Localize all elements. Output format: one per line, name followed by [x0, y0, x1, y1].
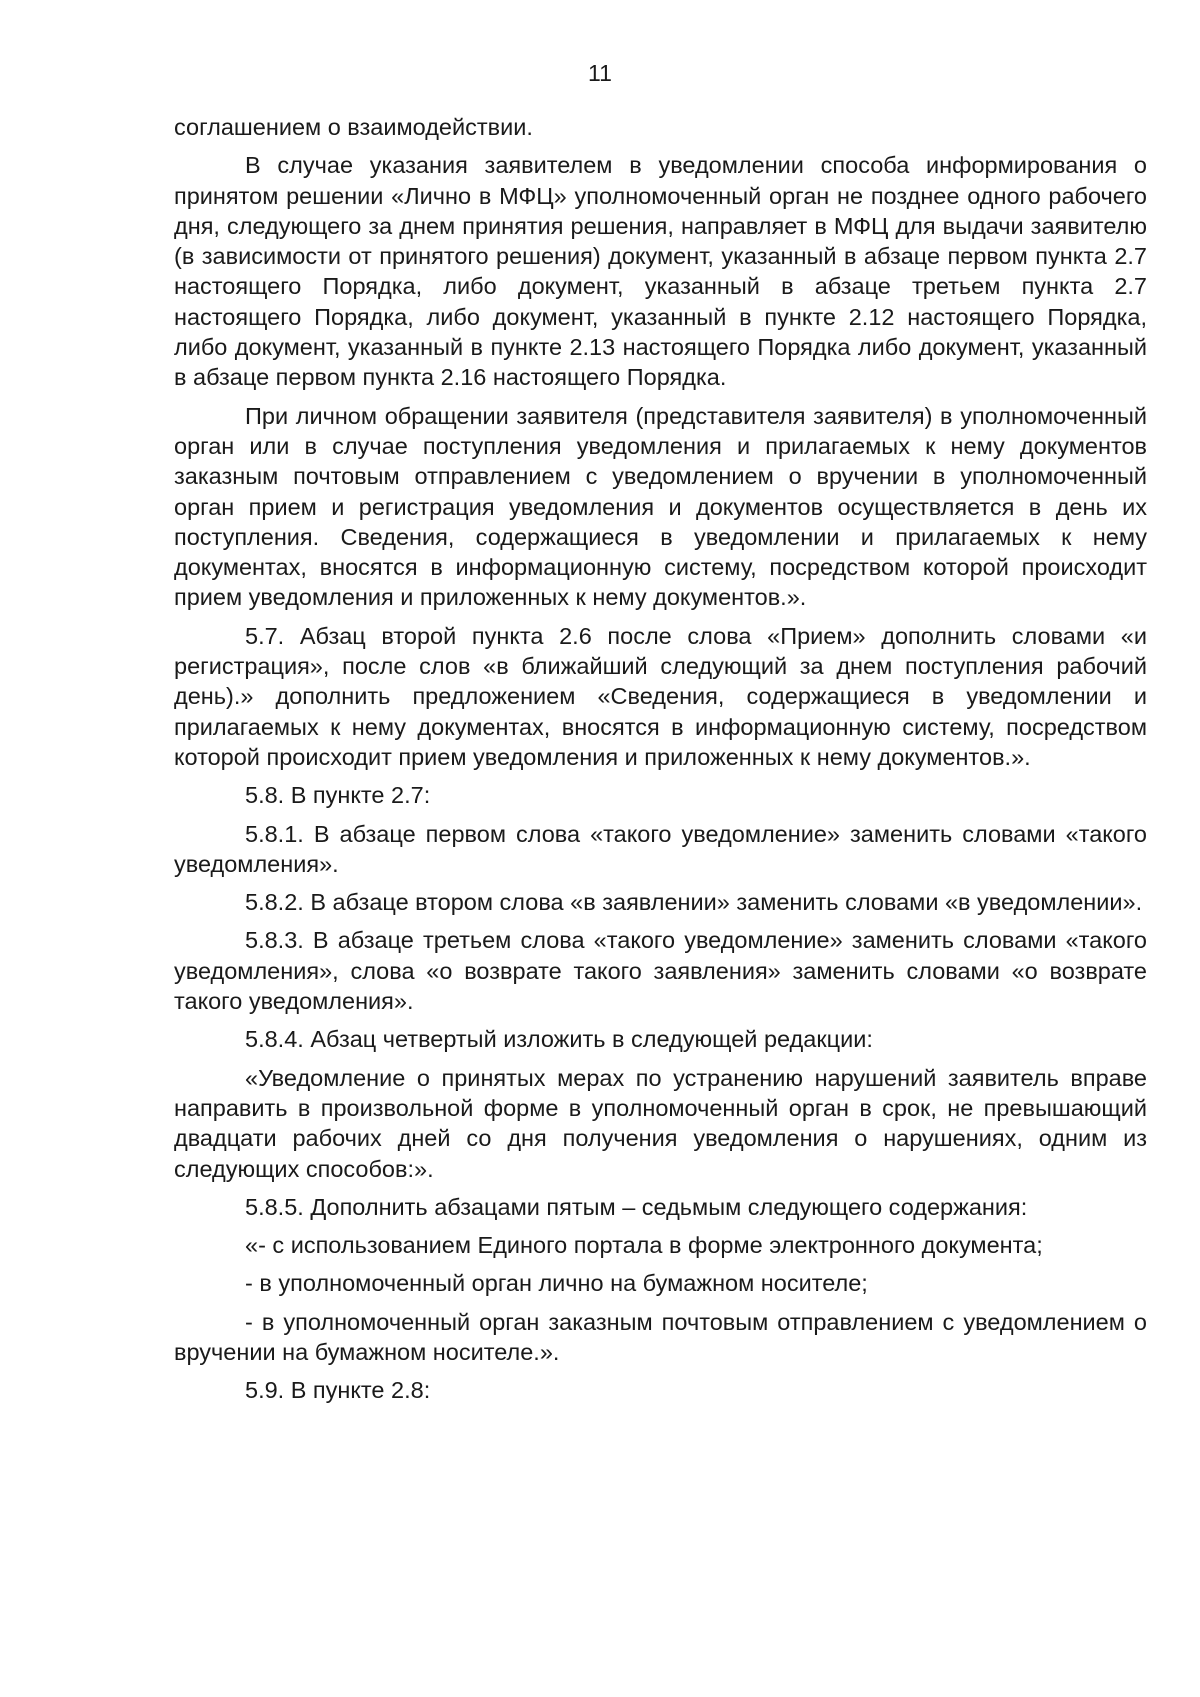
paragraph-continuation: соглашением о взаимодействии. [174, 114, 533, 140]
paragraph-5-8-2: 5.8.2. В абзаце втором слова «в заявлении» заменить словами «в уведомлении». [245, 889, 1143, 916]
paragraph-5-9: 5.9. В пункте 2.8: [245, 1377, 431, 1404]
paragraph-quoted-notice: «Уведомление о принятых мерах по устранению нарушений заявитель вправе направить в произвольной форме в уполномоченный орган в срок, не превышающий двадцати рабочих дней со дня получения уведомления о нарушениях, одним из следующих способов:». [174, 1064, 1147, 1182]
paragraph-mfc-informing: В случае указания заявителем в уведомлении способа информирования о принятом решении «Лично в МФЦ» уполномоченный орган не позднее одного рабочего дня, следующего за днем принятия решения, направляет в МФЦ для выдачи заявителю (в зависимости от принятого решения) документ, указанный в абзаце первом пункта 2.7 настоящего Порядка, либо документ, указанный в абзаце третьем пункта 2.7 настоящего Порядка, либо документ, указанный в пункте 2.12 настоящего Порядка, либо документ, указанный в пункте 2.13 настоящего Порядка либо документ, указанный в абзаце первом пункта 2.16 настоящего Порядка. [174, 152, 1147, 391]
document-body [174, 112, 1147, 1414]
list-item-registered-mail: - в уполномоченный орган заказным почтовым отправлением с уведомлением о вручении на бумажном носителе.». [174, 1308, 1147, 1365]
list-item-unified-portal: «- с использованием Единого портала в форме электронного документа; [245, 1232, 1043, 1259]
paragraph-5-8-1: 5.8.1. В абзаце первом слова «такого уведомление» заменить словами «такого уведомления». [174, 820, 1147, 877]
paragraph-5-8-4: 5.8.4. Абзац четвертый изложить в следующей редакции: [245, 1026, 873, 1053]
page-number: 11 [588, 60, 612, 86]
paragraph-5-8-3: 5.8.3. В абзаце третьем слова «такого уведомление» заменить словами «такого уведомления», слова «о возврате такого заявления» заменить словами «о возврате такого уведомления». [174, 927, 1147, 1015]
list-item-in-person: - в уполномоченный орган лично на бумажном носителе; [245, 1270, 868, 1297]
paragraph-5-7: 5.7. Абзац второй пункта 2.6 после слова «Прием» дополнить словами «и регистрация», после слов «в ближайший следующий за днем поступления рабочий день).» дополнить предложением «Сведения, содержащиеся в уведомлении и прилагаемых к нему документах, вносятся в информационную систему, посредством которой происходит прием уведомления и приложенных к нему документов.». [174, 622, 1147, 770]
paragraph-5-8-5: 5.8.5. Дополнить абзацами пятым – седьмым следующего содержания: [245, 1193, 1028, 1220]
paragraph-5-8: 5.8. В пункте 2.7: [245, 782, 431, 809]
paragraph-personal-appeal: При личном обращении заявителя (представителя заявителя) в уполномоченный орган или в случае поступления уведомления и прилагаемых к нему документов заказным почтовым отправлением с уведомлением о вручении в уполномоченный орган прием и регистрация уведомления и документов осуществляется в день их поступления. Сведения, содержащиеся в уведомлении и прилагаемых к нему документах, вносятся в информационную систему, посредством которой происходит прием уведомления и приложенных к нему документов.». [174, 402, 1147, 611]
